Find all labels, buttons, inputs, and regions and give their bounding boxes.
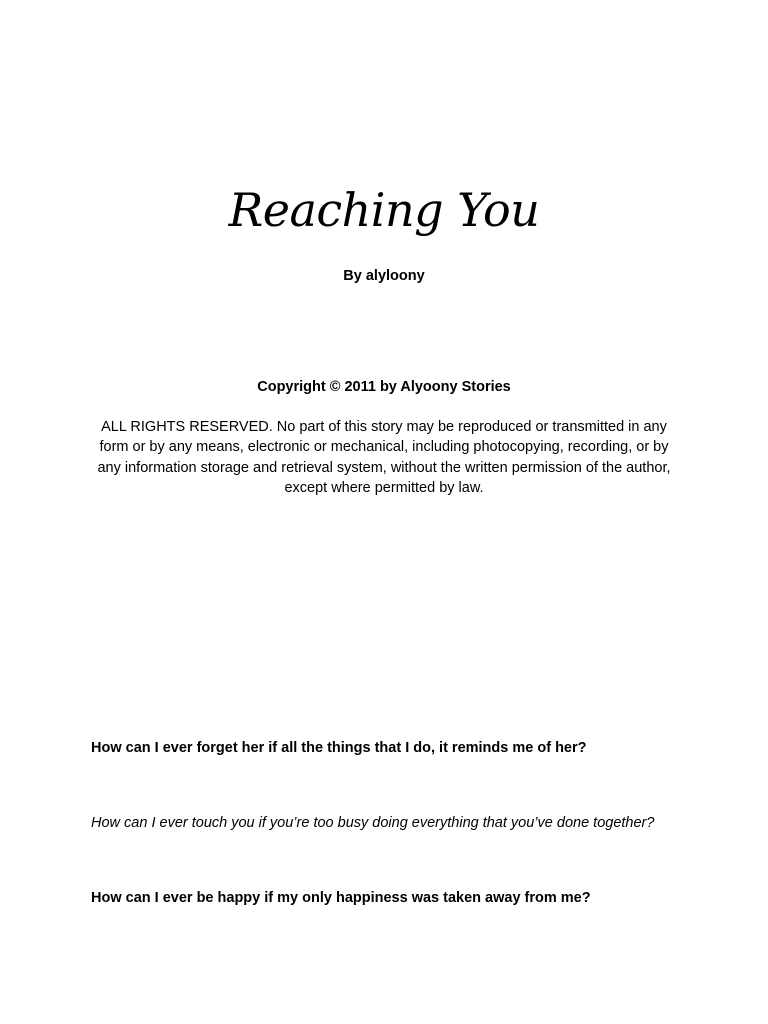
question-3: How can I ever be happy if my only happiness was taken away from me? <box>91 890 591 906</box>
question-1: How can I ever forget her if all the things that I do, it reminds me of her? <box>91 740 587 756</box>
author-byline: By alyloony <box>343 268 425 284</box>
question-2: How can I ever touch you if you’re too busy doing everything that you’ve done together? <box>91 815 655 831</box>
copyright-notice: Copyright © 2011 by Alyoony Stories <box>257 379 511 395</box>
document-title: Reaching You <box>228 183 540 237</box>
rights-reserved-paragraph: ALL RIGHTS RESERVED. No part of this story may be reproduced or transmitted in any form or by any means, electronic or mechanical, including photocopying, recording, or by any information storage and retrieval system, without the written permission of the author, except where permitted by law. <box>97 419 671 496</box>
